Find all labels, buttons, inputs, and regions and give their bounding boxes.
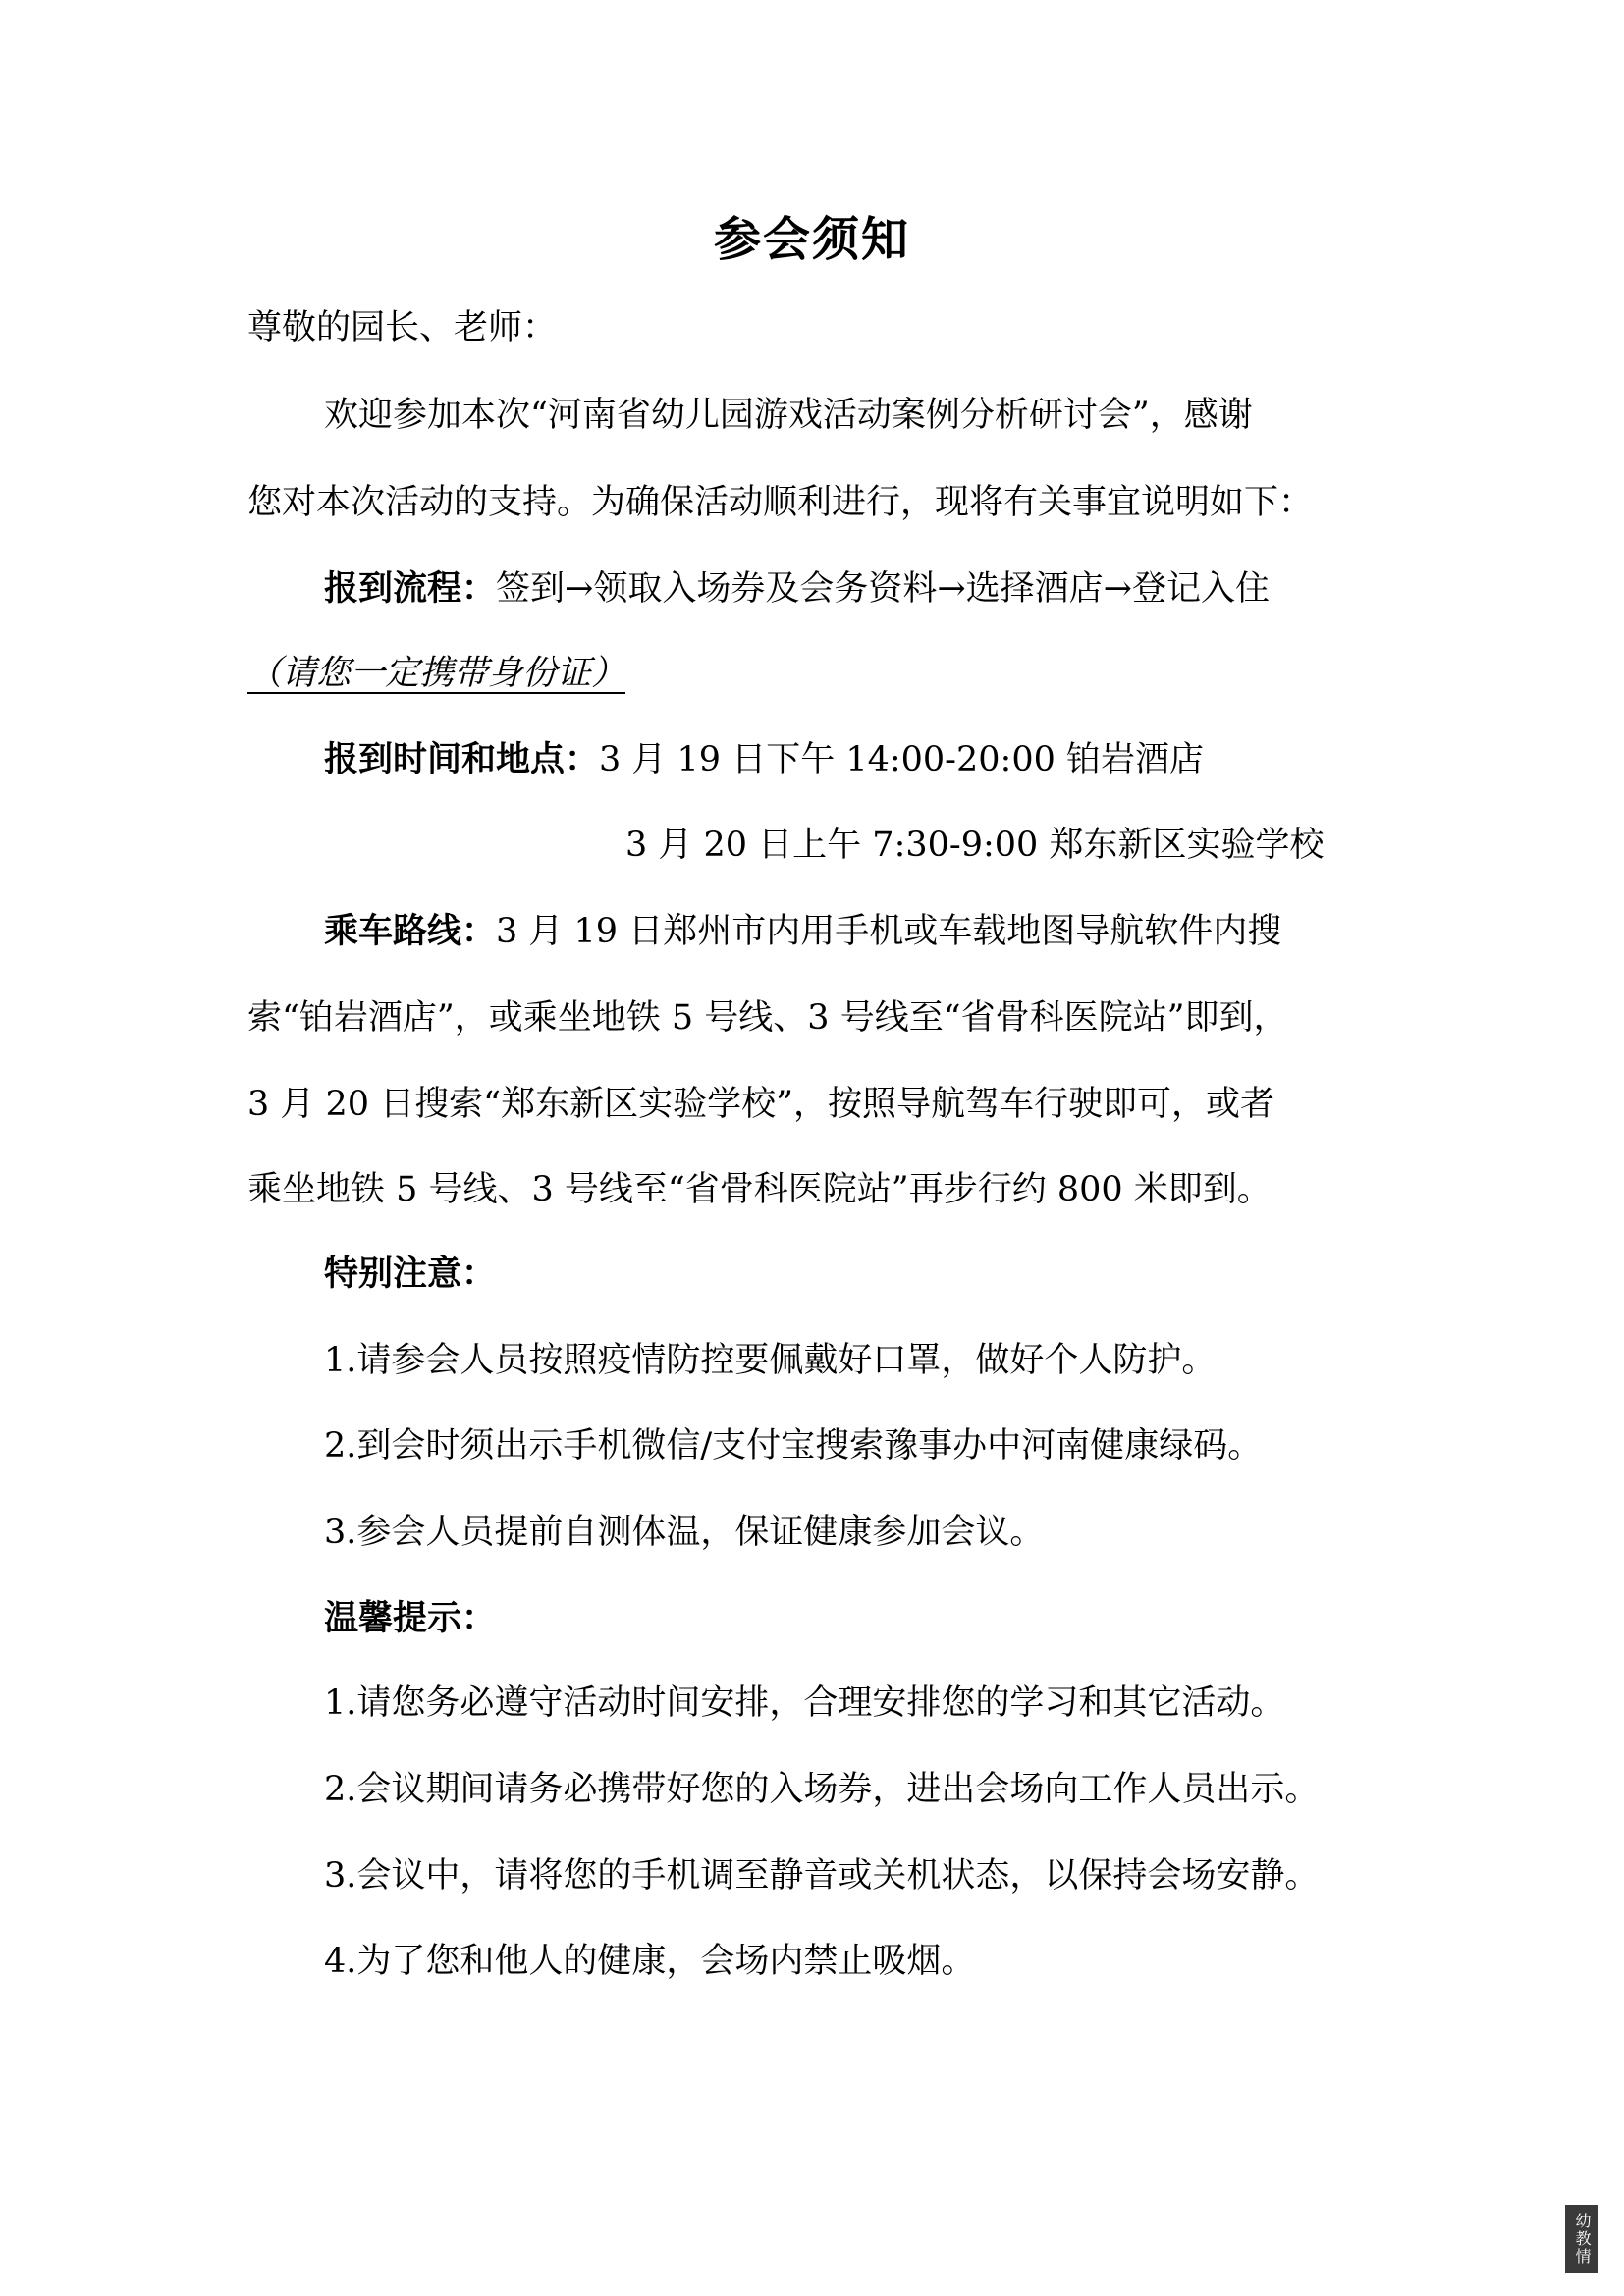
route-label: 乘车路线： bbox=[324, 912, 497, 951]
tip-item: 1.请您务必遵守活动时间安排，合理安排您的学习和其它活动。 bbox=[324, 1683, 1285, 1723]
id-card-note: （请您一定携带身份证） bbox=[247, 654, 626, 693]
route-line-2: 索“铂岩酒店”，或乘坐地铁 5 号线、3 号线至“省骨科医院站”即到， bbox=[247, 998, 1288, 1038]
page-title: 参会须知 bbox=[713, 212, 910, 267]
registration-process bbox=[324, 564, 1270, 614]
registration-time-line-1: 3 月 19 日下午 14:00-20:00 铂岩酒店 bbox=[599, 740, 1205, 779]
intro-line-2: 您对本次活动的支持。为确保活动顺利进行，现将有关事宜说明如下： bbox=[247, 483, 1314, 522]
special-note-item: 3.参会人员提前自测体温，保证健康参加会议。 bbox=[324, 1513, 1045, 1552]
special-notes-heading: 特别注意： bbox=[324, 1255, 497, 1294]
route bbox=[324, 907, 1281, 956]
greeting: 尊敬的园长、老师： bbox=[247, 308, 558, 347]
corner-stamp: 幼教情 bbox=[1565, 2205, 1598, 2273]
special-note-item: 1.请参会人员按照疫情防控要佩戴好口罩，做好个人防护。 bbox=[324, 1341, 1217, 1380]
tip-item: 3.会议中，请将您的手机调至静音或关机状态，以保持会场安静。 bbox=[324, 1856, 1320, 1896]
tip-item: 4.为了您和他人的健康，会场内禁止吸烟。 bbox=[324, 1942, 976, 1981]
tips-heading: 温馨提示： bbox=[324, 1599, 497, 1638]
registration-time bbox=[324, 735, 1204, 784]
route-line-3: 3 月 20 日搜索“郑东新区实验学校”，按照导航驾车行驶即可，或者 bbox=[247, 1085, 1274, 1124]
registration-process-label: 报到流程： bbox=[324, 569, 497, 609]
registration-time-line-2: 3 月 20 日上午 7:30-9:00 郑东新区实验学校 bbox=[625, 826, 1325, 865]
intro-line-1: 欢迎参加本次“河南省幼儿园游戏活动案例分析研讨会”，感谢 bbox=[324, 396, 1253, 435]
registration-time-label: 报到时间和地点： bbox=[324, 740, 600, 779]
route-line-4: 乘坐地铁 5 号线、3 号线至“省骨科医院站”再步行约 800 米即到。 bbox=[247, 1170, 1272, 1209]
special-note-item: 2.到会时须出示手机微信/支付宝搜索豫事办中河南健康绿码。 bbox=[324, 1426, 1263, 1466]
route-line-1: 3 月 19 日郑州市内用手机或车载地图导航软件内搜 bbox=[496, 912, 1282, 951]
tip-item: 2.会议期间请务必携带好您的入场券，进出会场向工作人员出示。 bbox=[324, 1770, 1320, 1809]
registration-process-text: 签到→领取入场券及会务资料→选择酒店→登记入住 bbox=[496, 569, 1270, 609]
